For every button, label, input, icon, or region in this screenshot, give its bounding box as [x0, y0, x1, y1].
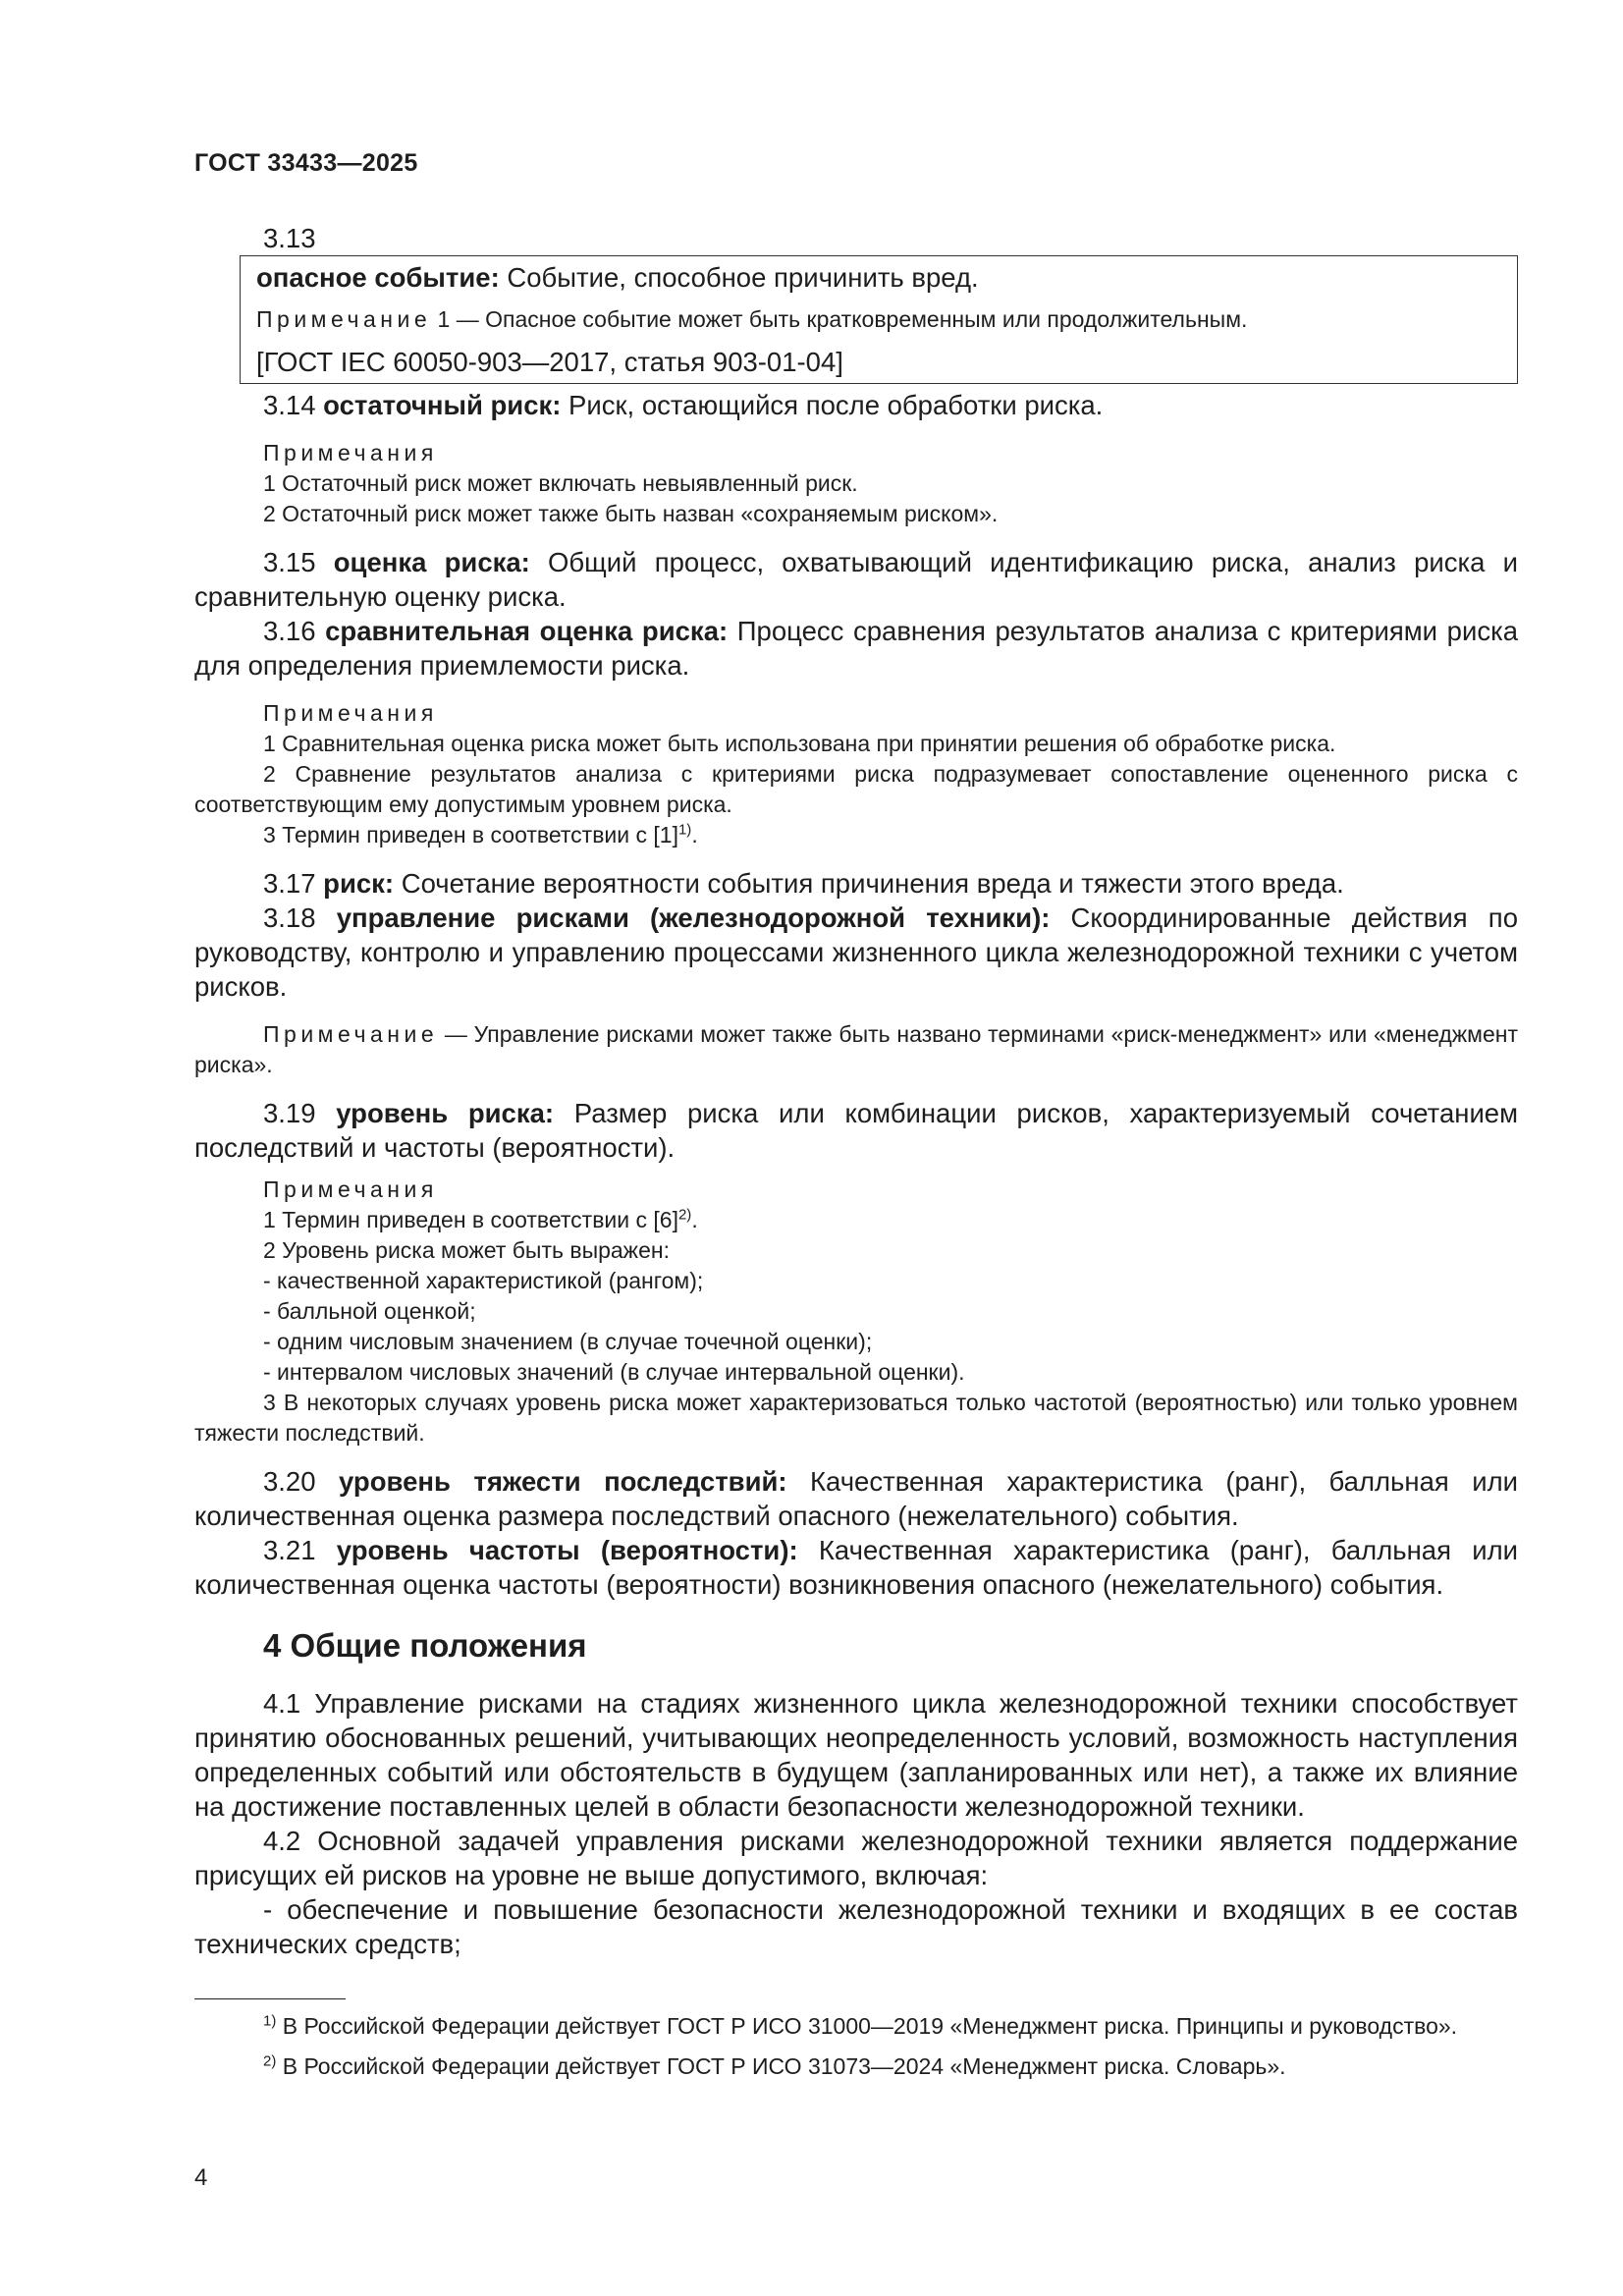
clause-3-13-source: [ГОСТ IEC 60050-903—2017, статья 903-01-04] — [256, 347, 843, 377]
definition-text: Размер риска или комбинации рисков, характеризуемый сочетанием последствий и частоты (вероятности). — [194, 1098, 1519, 1163]
clause-number: 3.14 — [263, 390, 324, 420]
note-item: 1 Остаточный риск может включать невыявленный риск. — [263, 470, 858, 496]
note-end: . — [691, 822, 698, 847]
footnote-mark: 1) — [263, 2012, 277, 2030]
note-text: — Управление рисками может также быть названо терминами «риск-менеджмент» или «менеджмент риска». — [194, 1021, 1518, 1077]
clause-number: 3.19 — [263, 1098, 337, 1128]
section-4-title: 4 Общие положения — [263, 1627, 587, 1664]
footnote-mark: 2) — [263, 2052, 277, 2070]
notes-label: Примечания — [263, 700, 438, 726]
definition-text: Сочетание вероятности события причинения вреда и тяжести этого вреда. — [394, 868, 1344, 899]
clause-3-13-box — [240, 255, 1518, 384]
definition-text: Процесс сравнения результатов анализа с критериями риска для определения приемлемости риска. — [194, 616, 1518, 681]
clause-number: 3.20 — [263, 1466, 339, 1497]
note-item — [194, 1205, 1518, 1235]
note-label: Примечание — [256, 306, 432, 332]
clause-3-21 — [194, 1533, 1518, 1602]
term-risk-management: управление рисками (железнодорожной техники): — [336, 902, 1051, 933]
note-item: 2 Сравнение результатов анализа с критериями риска подразумевает сопоставление оцененного риска с соответствующим ему допустимым уровнем риска. — [194, 761, 1518, 817]
footnote-1 — [194, 2011, 1518, 2042]
list-item: - интервалом числовых значений (в случае интервальной оценки). — [263, 1359, 965, 1385]
clause-3-13-note — [256, 304, 1517, 335]
note-text: 3 Термин приведен в соответствии с [1] — [263, 822, 678, 847]
footnote-text: В Российской Федерации действует ГОСТ Р ИСО 31000—2019 «Менеджмент риска. Принципы и руководство». — [276, 2013, 1458, 2039]
definition-text: Качественная характеристика (ранг), балльная или количественная оценка размера последствий опасного (нежелательного) события. — [194, 1466, 1518, 1531]
list-item: - одним числовым значением (в случае точечной оценки); — [263, 1329, 873, 1354]
notes-label: Примечания — [263, 440, 438, 465]
list-item: - балльной оценкой; — [263, 1298, 476, 1324]
footnote-separator — [194, 1998, 346, 1999]
note-item: 2 Уровень риска может быть выражен: — [263, 1237, 670, 1263]
clause-number: 3.21 — [263, 1535, 337, 1565]
footnote-ref: 2) — [677, 1206, 692, 1224]
clause-3-13-definition — [256, 260, 1517, 295]
clause-3-17 — [194, 866, 1518, 901]
notes-label: Примечания — [263, 1176, 438, 1202]
page-content — [194, 221, 1518, 2082]
clause-4-1: 4.1 Управление рисками на стадиях жизненного цикла железнодорожной техники способствует принятию обоснованных решений, учитывающих неопределенность условий, возможность наступления определенных событий или обстоятельств в будущем (запланированных или нет), а также их влияние на достижение поставленных целей в области безопасности железнодорожной техники. — [194, 1688, 1518, 1822]
clause-3-15 — [194, 545, 1518, 614]
list-item: - качественной характеристикой (рангом); — [263, 1268, 704, 1293]
clause-number-3-13: 3.13 — [263, 223, 316, 253]
document-header: ГОСТ 33433—2025 — [194, 149, 418, 177]
clause-4-2: 4.2 Основной задачей управления рисками железнодорожной техники является поддержание присущих ей рисков на уровне не выше допустимого, включая: — [194, 1826, 1518, 1890]
term-risk-evaluation: сравнительная оценка риска: — [325, 616, 729, 646]
definition-text: Риск, остающийся после обработки риска. — [561, 390, 1104, 420]
clause-number: 3.16 — [263, 616, 326, 646]
footnote-2 — [194, 2051, 1518, 2082]
definition-text: Событие, способное причинить вред. — [499, 262, 979, 293]
clause-3-19 — [194, 1096, 1518, 1165]
list-item: - обеспечение и повышение безопасности железнодорожной техники и входящих в ее состав технических средств; — [194, 1894, 1518, 1959]
clause-3-20 — [194, 1464, 1518, 1533]
clause-3-18 — [194, 901, 1518, 1004]
footnote-ref: 1) — [677, 821, 692, 839]
note-item: 3 В некоторых случаях уровень риска может характеризоваться только частотой (вероятностью) или только уровнем тяжести последствий. — [194, 1390, 1518, 1446]
note-text: 1 — Опасное событие может быть кратковременным или продолжительным. — [431, 306, 1248, 332]
term-risk-level: уровень риска: — [336, 1098, 555, 1128]
note-label: Примечание — [263, 1021, 439, 1047]
term-risk: риск: — [323, 868, 395, 899]
clause-number: 3.18 — [263, 902, 337, 933]
note-item — [194, 820, 1518, 850]
clause-number: 3.17 — [263, 868, 324, 899]
term-severity-level: уровень тяжести последствий: — [339, 1466, 787, 1497]
clause-3-18-note — [194, 1019, 1518, 1080]
clause-3-14 — [194, 388, 1518, 422]
term-risk-assessment: оценка риска: — [333, 547, 530, 577]
clause-3-16 — [194, 614, 1518, 683]
note-item: 2 Остаточный риск может также быть назван «сохраняемым риском». — [263, 501, 999, 526]
term-hazardous-event: опасное событие: — [256, 262, 500, 293]
definition-text: Общий процесс, охватывающий идентификацию риска, анализ риска и сравнительную оценку риска. — [194, 547, 1518, 612]
note-text: 1 Термин приведен в соответствии с [6] — [263, 1207, 678, 1232]
clause-number: 3.15 — [263, 547, 334, 577]
footnote-text: В Российской Федерации действует ГОСТ Р ИСО 31073—2024 «Менеджмент риска. Словарь». — [276, 2053, 1286, 2079]
note-item: 1 Сравнительная оценка риска может быть использована при принятии решения об обработке риска. — [263, 731, 1336, 756]
page-number: 4 — [194, 2164, 208, 2191]
definition-text: Скоординированные действия по руководству, контролю и управлению процессами жизненного цикла железнодорожной техники с учетом рисков. — [194, 902, 1518, 1002]
definition-text: Качественная характеристика (ранг), балльная или количественная оценка частоты (вероятности) возникновения опасного (нежелательного) события. — [194, 1535, 1518, 1600]
note-end: . — [691, 1207, 698, 1232]
term-residual-risk: остаточный риск: — [323, 390, 562, 420]
term-frequency-level: уровень частоты (вероятности): — [336, 1535, 798, 1565]
